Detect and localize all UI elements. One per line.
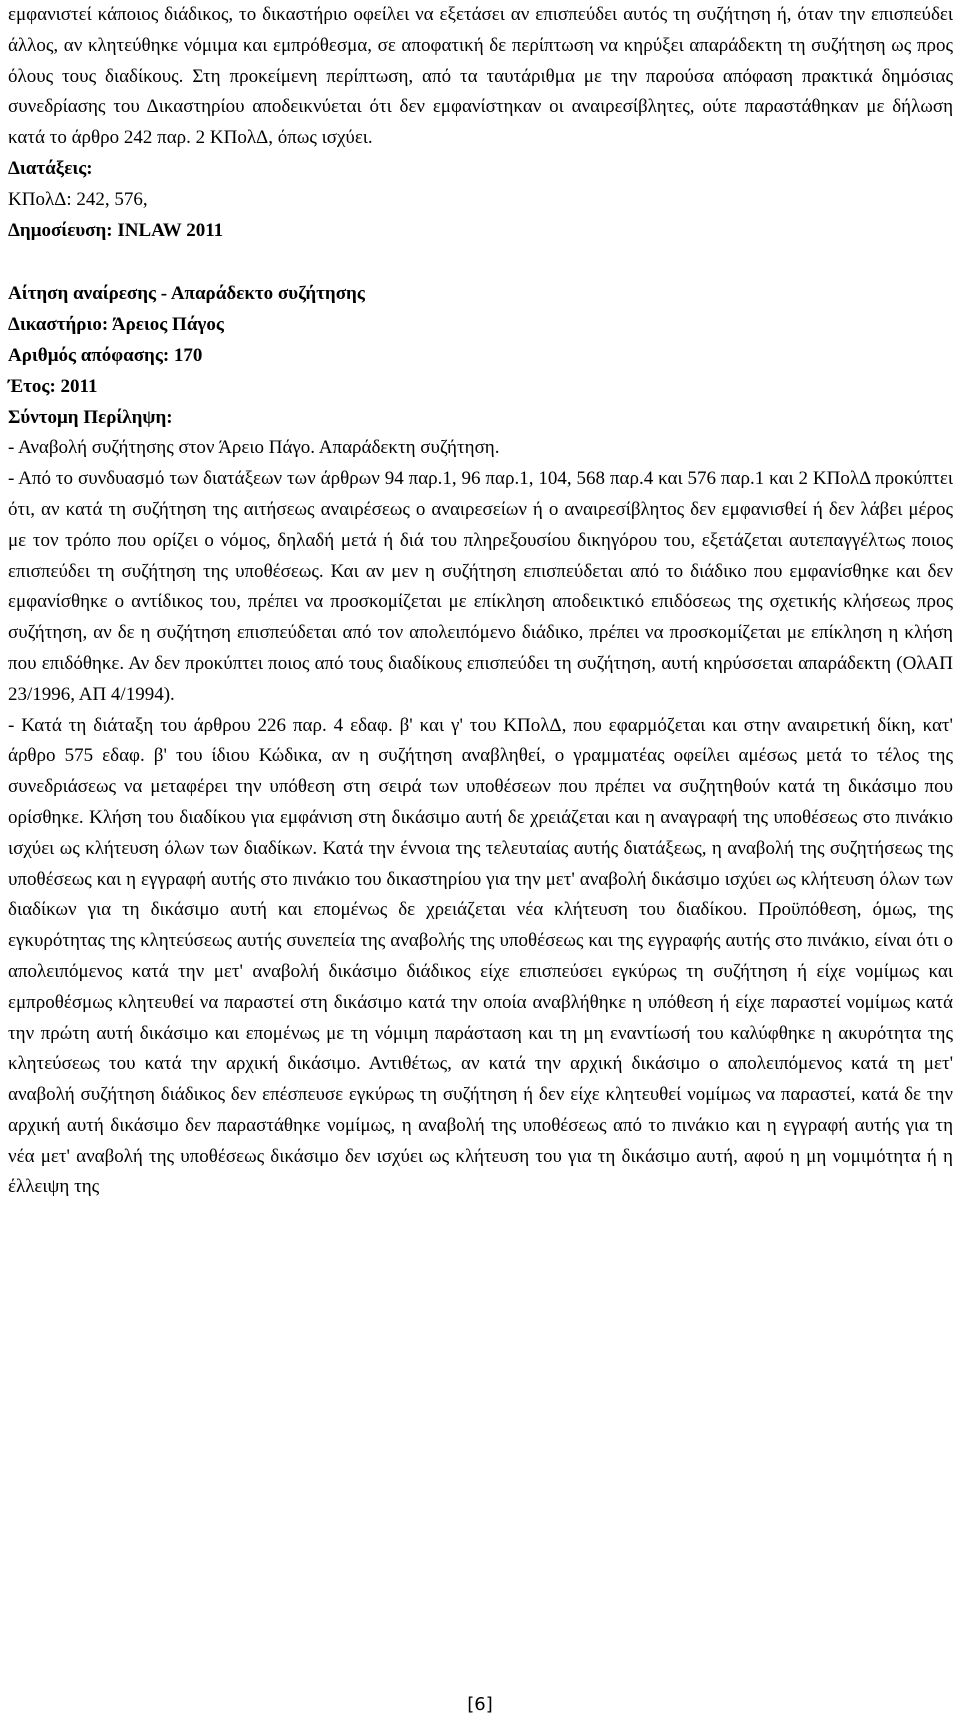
page-number: [6] — [467, 1694, 493, 1715]
court-label: Δικαστήριο: Άρειος Πάγος — [8, 314, 224, 336]
provisions-label: Διατάξεις: — [8, 157, 93, 179]
document-page — [8, 0, 953, 1203]
case-title: Αίτηση αναίρεσης - Απαράδεκτο συζήτησης — [8, 283, 365, 305]
intro-paragraph: εμφανιστεί κάποιος διάδικος, το δικαστήριο οφείλει να εξετάσει αν επισπεύδει αυτός τη συζήτηση ή, όταν την επισπεύδει άλλος, αν κλητεύθηκε νόμιμα και εμπρόθεσμα, σε αποφατική δε περίπτωση να κηρύξει απαράδεκτη τη συζήτηση ως προς όλους τους διαδίκους. Στη προκείμενη περίπτωση, από τα ταυτάριθμα με την παρούσα απόφαση πρακτικά δημόσιας συνεδρίασης του Δικαστηρίου αποδεικνύεται ότι δεν εμφανίστηκαν οι αναιρεσίβλητες, ούτε παραστάθηκαν με δήλωση κατά το άρθρο 242 παρ. 2 ΚΠολΔ, όπως ισχύει. — [8, 4, 953, 149]
decision-year: Έτος: 2011 — [8, 375, 98, 397]
publication-label: Δημοσίευση: INLAW 2011 — [8, 219, 224, 241]
case-header — [8, 279, 953, 433]
summary-label: Σύντομη Περίληψη: — [8, 406, 173, 428]
decision-number: Αριθμός απόφασης: 170 — [8, 344, 203, 366]
summary-paragraph-3: - Κατά τη διάταξη του άρθρου 226 παρ. 4 εδαφ. β' και γ' του ΚΠολΔ, που εφαρμόζεται και στην αναιρετική δίκη, κατ' άρθρο 575 εδαφ. β' του ίδιου Κώδικα, αν η συζήτηση αναβληθεί, ο γραμματέας οφείλει αμέσως μετά το τέλος της συνεδριάσεως να μεταφέρει την υπόθεση στη σειρά των υποθέσεων που πρέπει να συζητηθούν κατά τη δικάσιμο που ορίσθηκε. Κλήση του διαδίκου για εμφάνιση στη δικάσιμο αυτή δε χρειάζεται και η αναγραφή της υποθέσεως στο πινάκιο ισχύει ως κλήτευση όλων των διαδίκων. Κατά την έννοια της τελευταίας αυτής διατάξεως, η αναβολή της συζητήσεως της υποθέσεως και η εγγραφή αυτής στο πινάκιο του δικαστηρίου για την μετ' αναβολή δικάσιμο ισχύει ως κλήτευση όλων των διαδίκων για τη δικάσιμο αυτή και επομένως δε χρειάζεται νέα κλήτευση του διαδίκου. Προϋπόθεση, όμως, της εγκυρότητας της κλητεύσεως αυτής συνεπεία της αναβολής της υποθέσεως και της εγγραφής αυτής στο πινάκιο, είναι ότι ο απολειπόμενος κατά την μετ' αναβολή δικάσιμο διάδικος είχε επισπεύσει εγκύρως τη συζήτηση ή είχε νομίμως και εμπροθέσμως κλητευθεί να παραστεί στη δικάσιμο κατά την οποία αναβλήθηκε η υπόθεση ή είχε παραστεί νομίμως κατά την πρώτη αυτή δικάσιμο και επομένως με τη νόμιμη παράσταση και τη μη εναντίωσή του καλύφθηκε η ακυρότητα της κλητεύσεως του κατά την αρχική δικάσιμο. Αντιθέτως, αν κατά την αρχική δικάσιμο ο απολειπόμενος κατά τη μετ' αναβολή συζήτηση διάδικος δεν επέσπευσε εγκύρως τη συζήτηση ή δεν είχε κλητευθεί νομίμως να παραστεί, κατά δε την αρχική αυτή δικάσιμο δεν παραστάθηκε νομίμως, η αναβολή της υποθέσεως από το πινάκιο και η εγγραφή αυτής για τη νέα μετ' αναβολή της υποθέσεως δικάσιμο δεν ισχύει ως κλήτευση του για τη δικάσιμο αυτή, αφού η μη νομιμότητα ή η έλλειψη της — [8, 714, 953, 1198]
provisions-value: ΚΠολΔ: 242, 576, — [8, 188, 148, 210]
summary-line-1: - Αναβολή συζήτησης στον Άρειο Πάγο. Απαράδεκτη συζήτηση. — [8, 437, 500, 459]
summary-paragraph-2: - Από το συνδυασμό των διατάξεων των άρθρων 94 παρ.1, 96 παρ.1, 104, 568 παρ.4 και 576 παρ.1 και 2 ΚΠολΔ προκύπτει ότι, αν κατά τη συζήτηση της αιτήσεως αναιρέσεως ο αναιρεσείων ή ο αναιρεσίβλητος δεν εμφανισθεί ή δεν λάβει μέρος με τον τρόπο που ορίζει ο νόμος, δηλαδή μετά ή διά του πληρεξουσίου δικηγόρου του, εξετάζεται αυτεπαγγέλτως ποιος επισπεύδει τη συζήτηση της υποθέσεως. Και αν μεν η συζήτηση επισπεύδεται από το διάδικο που εμφανίσθηκε και δεν εμφανίσθηκε ο αντίδικος του, πρέπει να προσκομίζεται με επίκληση αποδεικτικό επιδόσεως της σχετικής κλήσεως προς συζήτηση, αν δε η συζήτηση επισπεύδεται από τον απολειπόμενο διάδικο, πρέπει να προσκομίζεται με επίκληση η κλήση που επιδόθηκε. Αν δεν προκύπτει ποιος από τους διαδίκους επισπεύδει τη συζήτηση, αυτή κηρύσσεται απαράδεκτη (ΟλΑΠ 23/1996, ΑΠ 4/1994). — [8, 468, 953, 705]
